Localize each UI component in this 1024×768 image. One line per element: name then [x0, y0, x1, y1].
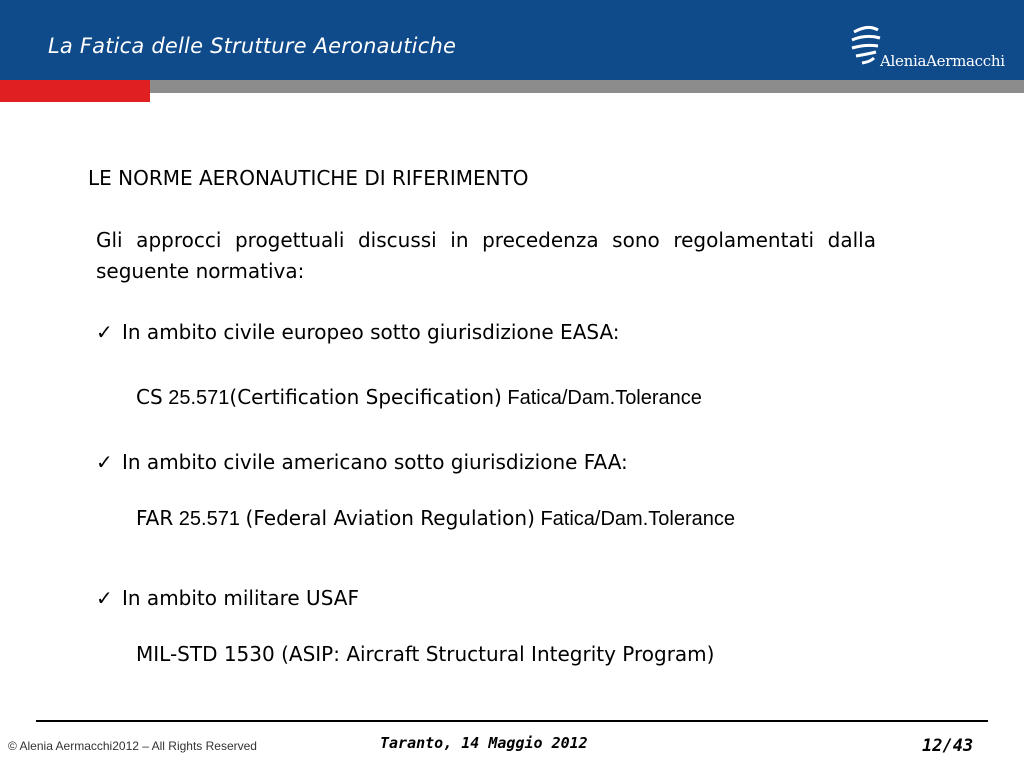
bullet-text: In ambito militare USAF [122, 586, 359, 610]
bullet-easa [96, 320, 620, 344]
bullet-text: In ambito civile americano sotto giurisdizione FAA: [122, 450, 628, 474]
reference-mil-std-1530: MIL-STD 1530 (ASIP: Aircraft Structural Integrity Program) [136, 642, 715, 666]
checkmark-icon: ✓ [96, 586, 113, 610]
ref-prefix: FAR [136, 506, 174, 530]
ref-description: (Certification Specification) [229, 385, 502, 409]
logo-wordmark: AleniaAermacchi [880, 52, 1005, 70]
ref-description: (Federal Aviation Regulation) [245, 506, 535, 530]
ref-code: 25.571 [173, 508, 246, 530]
presentation-title: La Fatica delle Strutture Aeronautiche [48, 34, 457, 58]
ref-prefix: CS [136, 385, 163, 409]
footer-place-date: Taranto, 14 Maggio 2012 [380, 734, 588, 752]
checkmark-icon: ✓ [96, 320, 113, 344]
footer-divider [36, 720, 988, 722]
section-title: LE NORME AERONAUTICHE DI RIFERIMENTO [88, 166, 529, 190]
bullet-text: In ambito civile europeo sotto giurisdizione EASA: [122, 320, 620, 344]
reference-cs-25-571 [136, 385, 702, 410]
ref-code: 25.571 [162, 387, 230, 409]
page-number: 12/43 [922, 736, 974, 756]
bullet-faa [96, 450, 628, 474]
ref-topic: Fatica/Dam.Tolerance [501, 387, 702, 409]
copyright-notice: © Alenia Aermacchi2012 – All Rights Reserved [8, 739, 257, 753]
intro-paragraph: Gli approcci progettuali discussi in precedenza sono regolamentati dalla seguente normativa: [96, 228, 876, 283]
checkmark-icon: ✓ [96, 450, 113, 474]
ref-topic: Fatica/Dam.Tolerance [534, 508, 735, 530]
bullet-usaf [96, 586, 359, 610]
reference-far-25-571 [136, 506, 735, 531]
